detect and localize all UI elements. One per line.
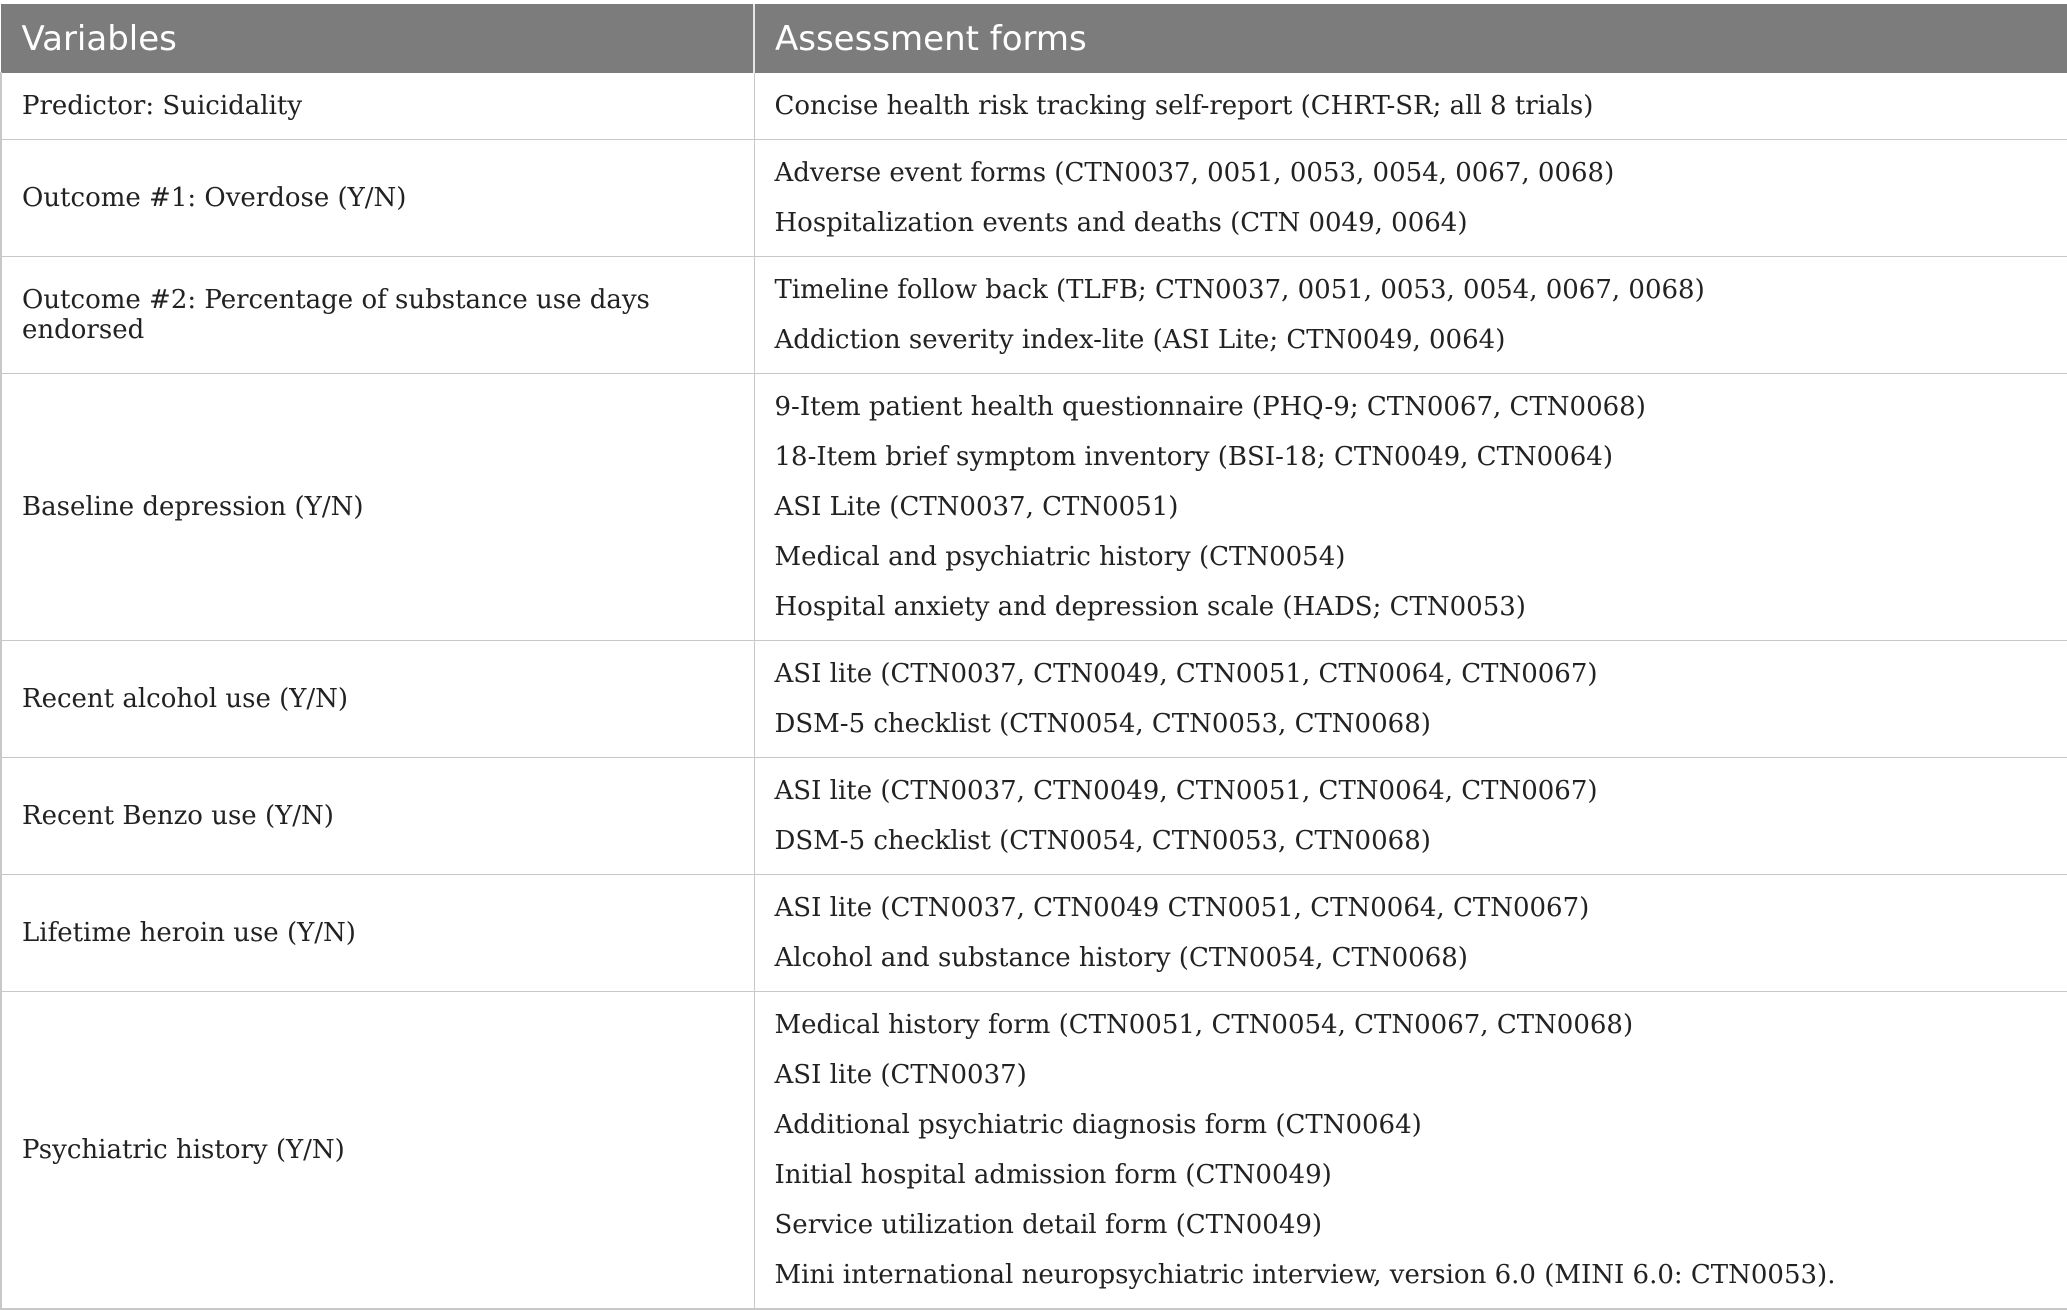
variable-cell: Recent alcohol use (Y/N) (1, 641, 754, 758)
assessment-forms-cell (754, 374, 2067, 641)
assessment-form-item: Alcohol and substance history (CTN0054, CTN0068) (775, 933, 2067, 983)
table-body (1, 73, 2067, 1310)
assessment-table (0, 4, 2067, 1310)
assessment-forms-cell (754, 875, 2067, 992)
table-row (1, 641, 2067, 758)
table-row (1, 374, 2067, 641)
assessment-form-item: ASI lite (CTN0037) (775, 1050, 2067, 1100)
variable-cell: Baseline depression (Y/N) (1, 374, 754, 641)
header-assessment-forms: Assessment forms (754, 5, 2067, 73)
assessment-form-item: Additional psychiatric diagnosis form (CTN0064) (775, 1100, 2067, 1150)
table-row (1, 257, 2067, 374)
assessment-form-item: DSM-5 checklist (CTN0054, CTN0053, CTN0068) (775, 816, 2067, 866)
assessment-form-item: Hospital anxiety and depression scale (HADS; CTN0053) (775, 582, 2067, 632)
assessment-form-item: ASI lite (CTN0037, CTN0049, CTN0051, CTN0064, CTN0067) (775, 766, 2067, 816)
assessment-form-item: DSM-5 checklist (CTN0054, CTN0053, CTN0068) (775, 699, 2067, 749)
assessment-forms-cell (754, 758, 2067, 875)
assessment-form-item: Service utilization detail form (CTN0049) (775, 1200, 2067, 1250)
assessment-form-item: Addiction severity index-lite (ASI Lite; CTN0049, 0064) (775, 315, 2067, 365)
assessment-forms-cell (754, 140, 2067, 257)
table-row (1, 875, 2067, 992)
header-variables: Variables (1, 5, 754, 73)
variable-cell: Recent Benzo use (Y/N) (1, 758, 754, 875)
assessment-form-item: Concise health risk tracking self-report (CHRT-SR; all 8 trials) (775, 81, 2067, 131)
assessment-form-item: Timeline follow back (TLFB; CTN0037, 0051, 0053, 0054, 0067, 0068) (775, 265, 2067, 315)
assessment-form-item: 18-Item brief symptom inventory (BSI-18; CTN0049, CTN0064) (775, 432, 2067, 482)
assessment-form-item: Medical and psychiatric history (CTN0054) (775, 532, 2067, 582)
assessment-form-item: Adverse event forms (CTN0037, 0051, 0053, 0054, 0067, 0068) (775, 148, 2067, 198)
variable-cell: Lifetime heroin use (Y/N) (1, 875, 754, 992)
assessment-form-item: Mini international neuropsychiatric interview, version 6.0 (MINI 6.0: CTN0053). (775, 1250, 2067, 1300)
variable-cell: Outcome #1: Overdose (Y/N) (1, 140, 754, 257)
table-row (1, 140, 2067, 257)
assessment-form-item: ASI lite (CTN0037, CTN0049 CTN0051, CTN0064, CTN0067) (775, 883, 2067, 933)
assessment-form-item: Medical history form (CTN0051, CTN0054, CTN0067, CTN0068) (775, 1000, 2067, 1050)
assessment-form-item: ASI lite (CTN0037, CTN0049, CTN0051, CTN0064, CTN0067) (775, 649, 2067, 699)
assessment-forms-cell (754, 73, 2067, 140)
assessment-forms-cell (754, 992, 2067, 1310)
assessment-form-item: ASI Lite (CTN0037, CTN0051) (775, 482, 2067, 532)
assessment-form-item: 9-Item patient health questionnaire (PHQ-9; CTN0067, CTN0068) (775, 382, 2067, 432)
assessment-form-item: Hospitalization events and deaths (CTN 0049, 0064) (775, 198, 2067, 248)
table-row (1, 992, 2067, 1310)
assessment-forms-cell (754, 257, 2067, 374)
variable-cell: Predictor: Suicidality (1, 73, 754, 140)
assessment-form-item: Initial hospital admission form (CTN0049) (775, 1150, 2067, 1200)
table-header-row (1, 5, 2067, 73)
variable-cell: Psychiatric history (Y/N) (1, 992, 754, 1310)
table-row (1, 758, 2067, 875)
assessment-forms-cell (754, 641, 2067, 758)
variable-cell: Outcome #2: Percentage of substance use days endorsed (1, 257, 754, 374)
table-row (1, 73, 2067, 140)
assessment-table-container (0, 4, 2067, 1310)
